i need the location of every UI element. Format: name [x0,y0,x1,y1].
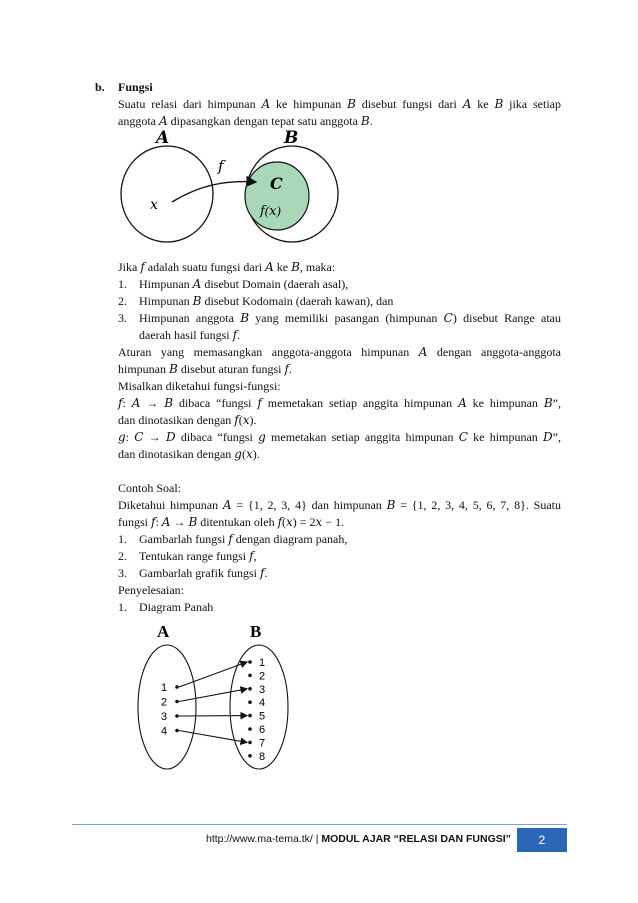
set-b-dot-2 [248,674,252,678]
set-a-element-3: 3 [161,711,168,723]
set-b-dot-3 [248,687,252,691]
section-letter: b. [95,80,105,94]
question-num-3: 3. [118,566,127,580]
set-b-dot-1 [248,660,252,664]
set-b-elements [248,657,265,763]
set-a-dot-4 [175,729,179,733]
def-g-1: 𝑔: 𝐶 → 𝐷 dibaca “fungsi 𝑔 memetakan setiap anggita himpunan 𝐶 ke himpunan 𝐷”, [118,430,561,444]
list-item-3a: Himpunan anggota 𝐵 yang memiliki pasangan (himpunan 𝐶) disebut Range atau [139,311,561,325]
set-a-elements [161,682,179,738]
def-f-2: dan dinotasikan dengan 𝑓(𝑥). [118,413,257,427]
set-a-dot-3 [175,714,179,718]
set-a-circle [121,146,213,242]
set-b-dot-6 [248,727,252,731]
footer-text [206,833,511,845]
set-b-element-2: 2 [259,670,266,683]
mapping-arrows [179,662,247,742]
set-b-dot-7 [248,741,252,745]
function-diagram [110,125,350,255]
set-b-element-3: 3 [259,683,266,696]
question-num-2: 2. [118,549,127,563]
intro-line-2: anggota 𝐴 dipasangkan dengan tepat satu anggota 𝐵. [118,114,373,128]
intro-line-1: Suatu relasi dari himpunan 𝐴 ke himpunan 𝐵 disebut fungsi dari 𝐴 ke 𝐵 jika setiap [118,97,561,111]
set-b-element-5: 5 [259,710,266,723]
solution-1: Diagram Panah [139,600,214,614]
solution-num-1: 1. [118,600,127,614]
image-fx: 𝑓(𝑥) [260,203,281,218]
set-b-dot-4 [248,700,252,704]
list-num-3: 3. [118,311,127,325]
section-title: Fungsi [118,80,153,94]
element-x: 𝑥 [150,198,158,213]
question-num-1: 1. [118,532,127,546]
para-rule-2: himpunan 𝐵 disebut aturan fungsi 𝑓. [118,362,292,376]
para-rule-1: Aturan yang memasangkan anggota-anggota himpunan 𝐴 dengan anggota-anggota [118,345,561,359]
footer-title: MODUL AJAR “RELASI DAN FUNGSI” [321,833,511,845]
solution-title: Penyelesaian: [118,583,184,597]
set-b-title: B [250,622,262,641]
list-num-2: 2. [118,294,127,308]
def-f-1: 𝑓: 𝐴 → 𝐵 dibaca “fungsi 𝑓 memetakan setiap anggita himpunan 𝐴 ke himpunan 𝐵”, [118,396,561,410]
set-b-dot-8 [248,754,252,758]
set-a-element-4: 4 [161,725,168,738]
arrow-label-f: 𝑓 [218,159,224,175]
arrow-4-to-7 [179,731,247,743]
set-b-element-6: 6 [259,724,266,736]
set-b-label: 𝑩 [284,128,299,147]
set-a-element-2: 2 [161,696,168,709]
set-c-circle [245,162,309,230]
question-1: Gambarlah fungsi 𝑓 dengan diagram panah, [139,532,348,546]
arrow-diagram [130,615,300,780]
body-line-1: Jika 𝑓 adalah suatu fungsi dari 𝐴 ke 𝐵, maka: [118,260,336,274]
para-misalkan: Misalkan diketahui fungsi-fungsi: [118,379,281,393]
set-b-element-4: 4 [259,697,266,710]
set-a-dot-1 [175,685,179,689]
set-b-element-1: 1 [259,657,266,669]
example-line-1: Diketahui himpunan 𝐴 = {1, 2, 3, 4} dan himpunan 𝐵 = {1, 2, 3, 4, 5, 6, 7, 8}. Suatu [118,498,561,512]
set-c-label: 𝑪 [270,176,283,193]
example-line-2: fungsi 𝑓: 𝐴 → 𝐵 ditentukan oleh 𝑓(𝑥) = 2𝑥 − 1. [118,515,345,529]
example-title: Contoh Soal: [118,481,182,495]
footer-separator: | [312,833,322,845]
question-2: Tentukan range fungsi 𝑓, [139,549,257,563]
mapping-arrow [172,182,256,202]
question-3: Gambarlah grafik fungsi 𝑓. [139,566,268,580]
set-b-element-8: 8 [259,750,266,763]
arrow-2-to-3 [179,689,247,702]
list-item-1: Himpunan 𝐴 disebut Domain (daerah asal), [139,277,349,291]
list-item-3b: daerah hasil fungsi 𝑓. [139,328,241,342]
set-a-dot-2 [175,700,179,704]
page-number: 2 [517,828,567,852]
set-b-element-7: 7 [259,737,266,750]
set-a-title: A [157,622,170,641]
set-a-label: 𝑨 [156,128,170,147]
list-item-2: Himpunan 𝐵 disebut Kodomain (daerah kawan), dan [139,294,394,308]
list-num-1: 1. [118,277,127,291]
def-g-2: dan dinotasikan dengan 𝑔(𝑥). [118,447,260,461]
set-b-dot-5 [248,714,252,718]
footer-rule [72,824,567,825]
set-a-element-1: 1 [161,682,168,694]
footer-url[interactable]: http://www.ma-tema.tk/ [206,833,313,845]
